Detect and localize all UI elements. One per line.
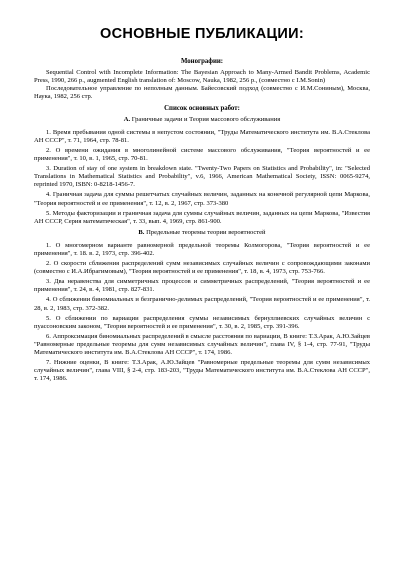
section-heading [34, 229, 370, 237]
works-heading: Список основных работ: [164, 104, 240, 112]
section-heading [34, 116, 370, 124]
list-item: 1. О многомерном варианте равномерной предельной теоремы Колмогорова, "Теория вероятностей и ее применения", т. 18. в. 2, 1973, стр. 396-402. [34, 241, 370, 257]
monograph-entry: Последовательное управление по неполным данным. Байесовский подход (совместно с И.М.Сониным), Москва, Наука, 1982, 256 стр. [34, 85, 370, 101]
list-item: 3. Два неравенства для симметричных процессов и симметричных распределений, "Теория вероятностей и ее применения", т. 24, в. 4, 1981, стр. 827-831. [34, 278, 370, 294]
monographs-section [34, 58, 370, 101]
page-title: ОСНОВНЫЕ ПУБЛИКАЦИИ: [99, 26, 305, 42]
list-item: 3. Duration of stay of one system in breakdown state. "Twenty-Two Papers on Statistics and Probability", in: "Selected Translations in Mathematical Statistics and Probability", v.6, 1966, American Mathematical Society, ISSN: 0065-9274, reprinted 1970, ISBN: 0-8218-1456-7. [34, 165, 370, 189]
list-item: 5. О сближении по вариации распределения суммы независимых бернуллиевских случайных величин с пуассоновским законом, "Теория вероятностей и ее применения", т. 30, в. 2, 1985, стр. 391-396. [34, 314, 370, 330]
list-item: 6. Аппроксимация биномиальных распределений в смысле расстояния по вариации, В книге: Т.З.Арак, А.Ю.Зайцев "Равномерные предельные теоремы для сумм независимых случайных величин", глава IV, § 1-4, стр. 77-91, "Труды Математического института им. В.А.Стеклова АН СССР", т. 174, 1986. [34, 332, 370, 356]
list-item: 5. Методы факторизации и граничная задача для суммы случайных величин, заданных на цепи Маркова, "Известия АН СССР, Серия математическая", т. 33, вып. 4, 1969, стр. 861-900. [34, 209, 370, 225]
section-title: Граничные задачи и Теория массового обслуживания [131, 115, 281, 123]
list-item: 4. О сближении биномиальных и безгранично-делимых распределений, "Теория вероятностей и ее применения", т. 28, в. 2, 1983, стр. 372-382. [34, 296, 370, 312]
list-item: 4. Граничная задача для суммы решетчатых случайных величин, заданных на конечной регулярной цепи Маркова, "Теория вероятностей и ее применения", т. 12, в. 2, 1967, стр. 373-380 [34, 191, 370, 207]
list-item: 1. Время пребывания одной системы в непустом состоянии, "Труды Математического института им. В.А.Стеклова АН СССР", т. 71, 1964, стр. 78-81. [34, 128, 370, 144]
monograph-entry: Sequential Control with Incomplete Information: The Bayesian Approach to Many-Armed Bandit Problems, Academic Press, 1990, 266 p., augmented English translation of: Moscow, Nauka, 1982, 256 p., (совместно с I.M.Sonin) [34, 69, 370, 85]
monographs-heading: Монографии: [180, 58, 224, 66]
section-b [34, 229, 370, 384]
section-title: Предельные теоремы теории вероятностей [146, 228, 266, 236]
section-a [34, 116, 370, 226]
list-item: 2. О времени ожидания в многолинейной системе массового обслуживания, "Теория вероятностей и ее применения", т. 10, в. 1, 1965, стр. 70-81. [34, 146, 370, 163]
list-item: 7. Нижние оценки, В книге: Т.З.Арак, А.Ю.Зайцев "Равномерные предельные теоремы для сумм независимых случайных величин", глава VIII, § 2-4, стр. 183-203, "Труды Математического института им. В.А.Стеклова АН СССР", т. 174, 1986. [34, 359, 370, 383]
section-letter: B. [138, 228, 145, 236]
works-list [34, 105, 370, 384]
list-item: 2. О скорости сближения распределений сумм независимых случайных величин с сопровождающими законами (совместно с И.А.Ибрагимовым), "Теория вероятностей и ее применения", т. 18, в. 4, 1973, стр. 753-766. [34, 260, 370, 276]
section-letter: А. [123, 115, 131, 123]
